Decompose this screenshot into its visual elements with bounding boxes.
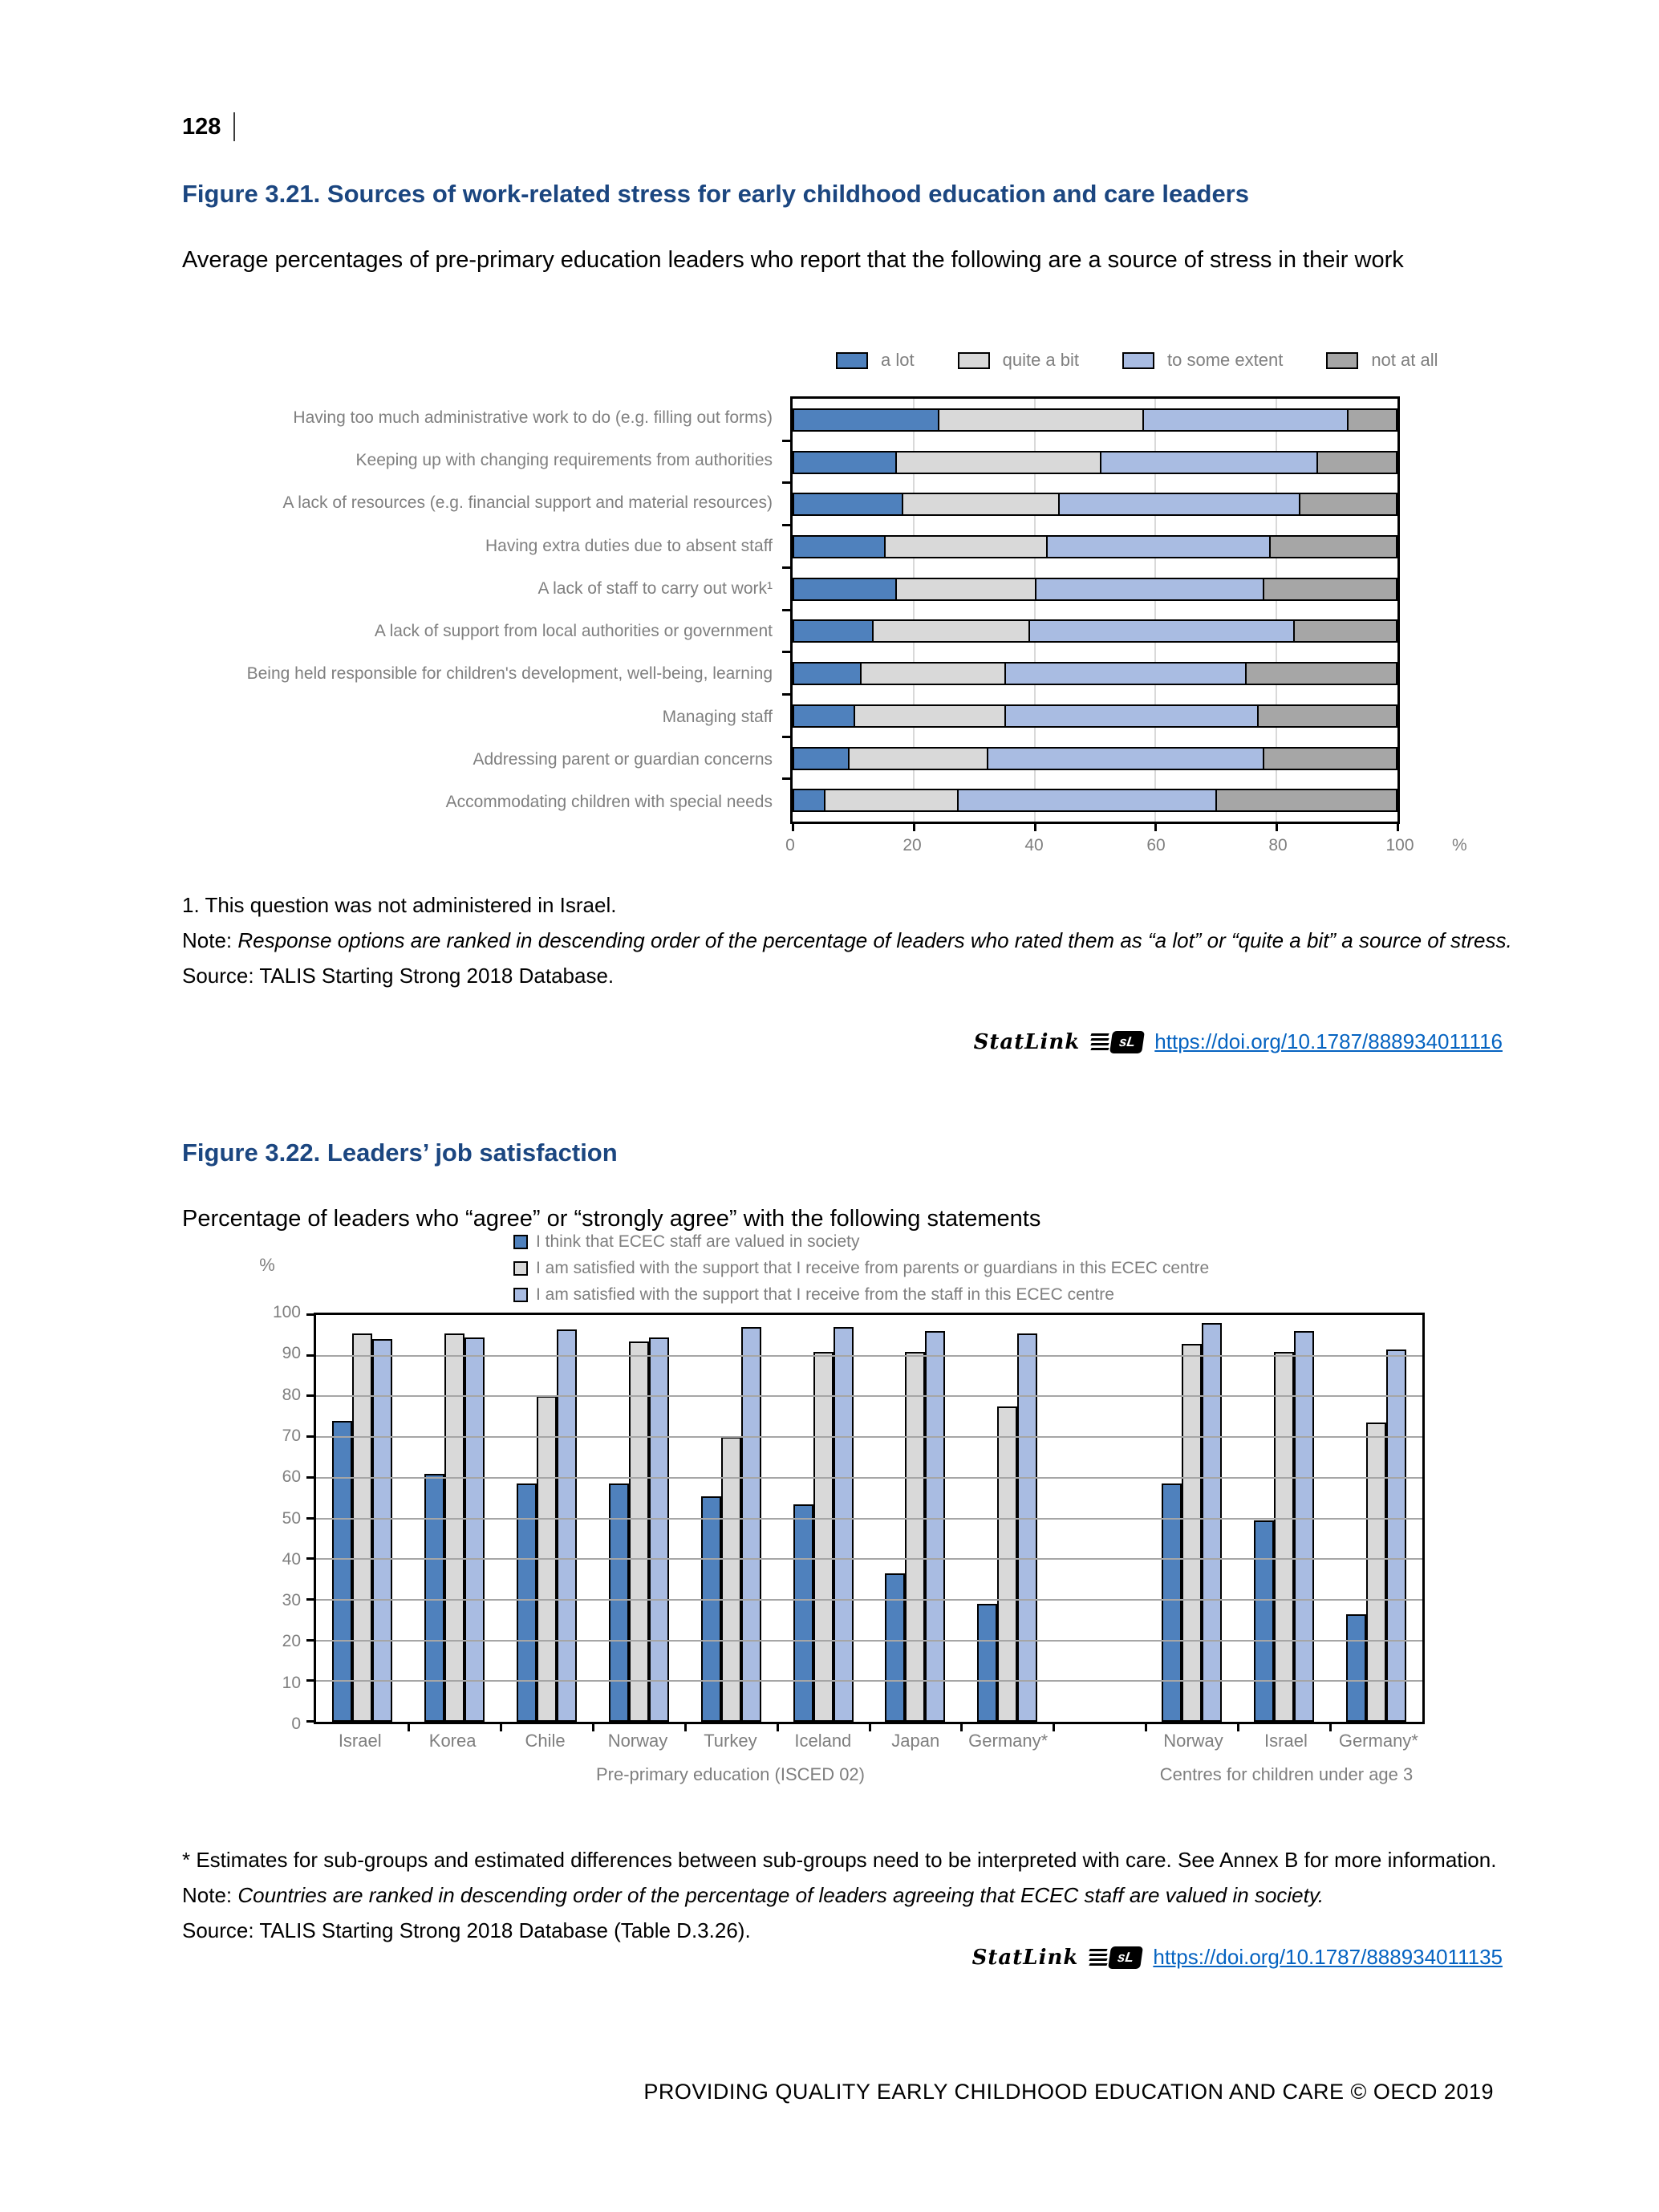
gridline bbox=[316, 1355, 1422, 1357]
bar-segment-not-at-all bbox=[1263, 578, 1397, 601]
legend-label: not at all bbox=[1371, 350, 1438, 370]
legend-entry bbox=[1122, 350, 1283, 371]
chart1-plot-area bbox=[790, 396, 1400, 824]
y-axis-tick bbox=[306, 1557, 314, 1560]
bar-segment-not-at-all bbox=[1269, 535, 1397, 558]
legend-swatch bbox=[836, 352, 868, 369]
note-prefix: Note: bbox=[182, 928, 233, 952]
chart1-category-label: Being held responsible for children's development, well-being, learning bbox=[246, 664, 773, 684]
legend-entry bbox=[836, 350, 915, 371]
stacked-bar bbox=[793, 662, 1397, 685]
bar bbox=[997, 1406, 1017, 1722]
chart1-category-label: A lack of staff to carry out work¹ bbox=[537, 578, 773, 598]
bar bbox=[793, 1504, 813, 1722]
bar bbox=[1162, 1483, 1182, 1722]
bar bbox=[444, 1333, 464, 1722]
bar-segment-a-lot bbox=[793, 535, 886, 558]
statlink-url-1[interactable]: https://doi.org/10.1787/888934011116 bbox=[1154, 1029, 1503, 1053]
chart1-category-label: Addressing parent or guardian concerns bbox=[473, 750, 773, 769]
bar-segment-a-lot bbox=[793, 747, 850, 770]
figure-322-title: Figure 3.22. Leaders’ job satisfaction bbox=[182, 1138, 618, 1167]
bar bbox=[834, 1327, 854, 1722]
legend-label: a lot bbox=[881, 350, 915, 370]
chart1-x-axis-unit: % bbox=[1452, 836, 1467, 854]
bar-segment-to-some-extent bbox=[1004, 662, 1247, 685]
bar-segment-quite-a-bit bbox=[884, 535, 1049, 558]
stacked-bar bbox=[793, 789, 1397, 812]
chart1-category-label: Having extra duties due to absent staff bbox=[485, 536, 773, 555]
statlink-sl-glyph: sL bbox=[1108, 1946, 1143, 1969]
legend-label: I am satisfied with the support that I receive from the staff in this ECEC centre bbox=[536, 1285, 1114, 1304]
bar bbox=[1346, 1614, 1366, 1722]
bar bbox=[1202, 1323, 1222, 1722]
legend-entry bbox=[1326, 350, 1438, 371]
x-axis-category-label: Norway bbox=[607, 1731, 668, 1751]
chart2-legend bbox=[513, 1232, 1209, 1305]
stacked-bar bbox=[793, 578, 1397, 601]
gridline bbox=[316, 1477, 1422, 1479]
bar-segment-a-lot bbox=[793, 578, 897, 601]
bar-segment-a-lot bbox=[793, 704, 855, 728]
x-axis-tick bbox=[1034, 823, 1036, 831]
bar bbox=[332, 1421, 352, 1722]
statlink-row-2 bbox=[972, 1945, 1503, 1970]
bar-segment-a-lot bbox=[793, 493, 903, 516]
legend-swatch bbox=[513, 1261, 528, 1276]
stacked-bar bbox=[793, 535, 1397, 558]
bar-segment-quite-a-bit bbox=[872, 619, 1030, 643]
page-number-divider bbox=[233, 112, 235, 141]
gridline bbox=[316, 1518, 1422, 1520]
y-axis-tick bbox=[306, 1354, 314, 1357]
page-number-value: 128 bbox=[182, 113, 221, 140]
x-axis-tick bbox=[1397, 823, 1399, 831]
bar bbox=[609, 1483, 629, 1722]
bar bbox=[629, 1341, 649, 1722]
bar-segment-quite-a-bit bbox=[895, 451, 1101, 474]
bar bbox=[352, 1333, 372, 1722]
note-text: Response options are ranked in descending order of the percentage of leaders who rated them as “a lot” or “quite a bit” a source of stress. bbox=[237, 928, 1512, 952]
bar-segment-a-lot bbox=[793, 789, 825, 812]
bar bbox=[741, 1327, 761, 1722]
chart1-category-label: A lack of resources (e.g. financial support and material resources) bbox=[282, 493, 773, 513]
statlink-label: StatLink bbox=[971, 1945, 1079, 1970]
bar bbox=[885, 1573, 905, 1722]
chart1-category-label: Having too much administrative work to do (e.g. filling out forms) bbox=[293, 408, 773, 427]
table-row bbox=[793, 483, 1397, 526]
table-row bbox=[793, 399, 1397, 441]
x-axis-category-label: Japan bbox=[891, 1731, 940, 1751]
legend-swatch bbox=[1326, 352, 1358, 369]
figure-322-subtitle: Percentage of leaders who “agree” or “strongly agree” with the following statements bbox=[182, 1206, 1041, 1232]
gridline bbox=[316, 1558, 1422, 1560]
chart2-plot-area bbox=[314, 1313, 1425, 1724]
figure-321-footnote: 1. This question was not administered in Israel. bbox=[182, 893, 617, 917]
stacked-bar bbox=[793, 408, 1397, 432]
legend-label: quite a bit bbox=[1002, 350, 1079, 370]
y-axis-tick bbox=[782, 440, 791, 442]
gridline bbox=[316, 1599, 1422, 1601]
bar-segment-quite-a-bit bbox=[938, 408, 1144, 432]
statlink-icon bbox=[1091, 1031, 1143, 1053]
y-axis-tick-label: 100 bbox=[272, 1303, 301, 1321]
gridline bbox=[316, 1395, 1422, 1397]
bar-segment-not-at-all bbox=[1293, 619, 1397, 643]
x-axis-tick-label: 60 bbox=[1146, 836, 1166, 854]
bar-segment-not-at-all bbox=[1316, 451, 1397, 474]
y-axis-tick bbox=[306, 1679, 314, 1682]
y-axis-tick bbox=[306, 1476, 314, 1479]
stress-sources-chart bbox=[182, 345, 1483, 879]
table-row bbox=[793, 652, 1397, 695]
bar-segment-not-at-all bbox=[1245, 662, 1397, 685]
y-axis-tick-label: 50 bbox=[282, 1508, 301, 1528]
bar-segment-to-some-extent bbox=[1142, 408, 1349, 432]
x-axis-category-label: Turkey bbox=[704, 1731, 757, 1751]
y-axis-tick-label: 80 bbox=[282, 1385, 301, 1404]
x-axis-tick-label: 80 bbox=[1268, 836, 1288, 854]
bar bbox=[424, 1474, 444, 1722]
y-axis-tick bbox=[782, 693, 791, 696]
figure-321-notes bbox=[182, 887, 1514, 993]
bar-segment-to-some-extent bbox=[1035, 578, 1265, 601]
bar-segment-to-some-extent bbox=[1004, 704, 1258, 728]
y-axis-tick-label: 10 bbox=[282, 1673, 301, 1692]
x-axis-tick bbox=[1276, 823, 1278, 831]
bar-segment-not-at-all bbox=[1215, 789, 1397, 812]
stacked-bar bbox=[793, 747, 1397, 770]
x-axis-category-label: Norway bbox=[1163, 1731, 1223, 1751]
legend-label: I think that ECEC staff are valued in society bbox=[536, 1232, 860, 1251]
y-axis-tick-label: 70 bbox=[282, 1426, 301, 1445]
figure-322-notes bbox=[182, 1842, 1514, 1948]
statlink-pages-glyph bbox=[1091, 1033, 1109, 1050]
legend-swatch bbox=[958, 352, 990, 369]
gridline bbox=[316, 1680, 1422, 1682]
bar-segment-quite-a-bit bbox=[860, 662, 1007, 685]
bar bbox=[1366, 1423, 1386, 1722]
table-row bbox=[793, 610, 1397, 652]
bar-segment-not-at-all bbox=[1263, 747, 1397, 770]
bar bbox=[1274, 1352, 1294, 1722]
chart1-category-label: Accommodating children with special needs bbox=[445, 793, 773, 812]
chart2-section-label-under3: Centres for children under age 3 bbox=[1159, 1764, 1414, 1784]
bar bbox=[1017, 1333, 1037, 1722]
note-text: Countries are ranked in descending order of the percentage of leaders agreeing that ECEC staff are valued in society. bbox=[237, 1883, 1324, 1907]
table-row bbox=[793, 526, 1397, 568]
bar bbox=[557, 1329, 577, 1722]
statlink-sl-glyph: sL bbox=[1109, 1031, 1145, 1053]
y-axis-tick-label: 60 bbox=[282, 1467, 301, 1487]
x-axis-tick-label: 100 bbox=[1385, 836, 1414, 854]
y-axis-tick-label: 40 bbox=[282, 1549, 301, 1569]
job-satisfaction-chart bbox=[182, 1220, 1483, 1797]
y-axis-tick bbox=[782, 481, 791, 484]
bar-segment-to-some-extent bbox=[987, 747, 1264, 770]
y-axis-tick-label: 30 bbox=[282, 1591, 301, 1610]
x-axis-tick-label: 20 bbox=[903, 836, 922, 854]
x-axis-label-spacer bbox=[1054, 1731, 1146, 1751]
y-axis-tick-label: 20 bbox=[282, 1632, 301, 1651]
y-axis-tick bbox=[306, 1435, 314, 1438]
y-axis-tick bbox=[306, 1639, 314, 1642]
bar-segment-quite-a-bit bbox=[848, 747, 988, 770]
legend-swatch bbox=[1122, 352, 1154, 369]
y-axis-tick bbox=[306, 1394, 314, 1397]
bar bbox=[1386, 1350, 1406, 1722]
bar bbox=[925, 1331, 945, 1722]
figure-321-source: Source: TALIS Starting Strong 2018 Database. bbox=[182, 964, 615, 988]
bar-segment-a-lot bbox=[793, 451, 897, 474]
figure-321-subtitle: Average percentages of pre-primary education leaders who report that the following are a source of stress in their work bbox=[182, 247, 1404, 273]
bar-segment-to-some-extent bbox=[1058, 493, 1300, 516]
legend-entry bbox=[513, 1259, 1209, 1278]
x-axis-tick-label: 0 bbox=[785, 836, 795, 854]
bar-segment-not-at-all bbox=[1257, 704, 1397, 728]
gridline bbox=[316, 1640, 1422, 1642]
bar-segment-not-at-all bbox=[1299, 493, 1397, 516]
stacked-bar bbox=[793, 619, 1397, 643]
legend-entry bbox=[513, 1232, 1209, 1252]
x-axis-category-label: Israel bbox=[338, 1731, 382, 1751]
figure-321-note bbox=[182, 923, 1514, 958]
bar-segment-quite-a-bit bbox=[902, 493, 1060, 516]
note-prefix: Note: bbox=[182, 1883, 233, 1907]
table-row bbox=[793, 779, 1397, 822]
x-axis-category-label: Korea bbox=[428, 1731, 477, 1751]
y-axis-tick bbox=[782, 736, 791, 738]
bar-segment-a-lot bbox=[793, 408, 939, 432]
bar bbox=[721, 1437, 741, 1722]
x-axis-tick bbox=[792, 823, 794, 831]
legend-entry bbox=[513, 1285, 1209, 1305]
bar bbox=[517, 1483, 537, 1722]
x-axis-category-label: Iceland bbox=[794, 1731, 852, 1751]
bar bbox=[1182, 1344, 1202, 1723]
figure-322-note bbox=[182, 1877, 1514, 1913]
x-axis-category-label: Germany* bbox=[1338, 1731, 1418, 1751]
chart1-x-axis-labels bbox=[785, 836, 1414, 860]
y-axis-tick bbox=[306, 1313, 314, 1316]
stacked-bar bbox=[793, 451, 1397, 474]
bar bbox=[701, 1496, 721, 1722]
stacked-bar bbox=[793, 493, 1397, 516]
bar bbox=[813, 1352, 834, 1722]
stacked-bar bbox=[793, 704, 1397, 728]
y-axis-tick-label: 90 bbox=[282, 1344, 301, 1363]
y-axis-tick-label: 0 bbox=[291, 1715, 301, 1733]
bar-segment-quite-a-bit bbox=[854, 704, 1006, 728]
page-number bbox=[182, 112, 235, 141]
statlink-pages-glyph bbox=[1089, 1949, 1107, 1966]
bar-segment-to-some-extent bbox=[1028, 619, 1294, 643]
legend-label: to some extent bbox=[1167, 350, 1284, 370]
gridline bbox=[316, 1436, 1422, 1438]
y-axis-tick bbox=[782, 777, 791, 780]
chart1-category-label: Keeping up with changing requirements from authorities bbox=[355, 450, 773, 469]
bar-segment-a-lot bbox=[793, 662, 862, 685]
chart1-legend bbox=[836, 350, 1438, 371]
figure-322-footnote: * Estimates for sub-groups and estimated differences between sub-groups need to be interpreted with care. See Annex B for more information. bbox=[182, 1848, 1497, 1872]
bar bbox=[905, 1352, 925, 1722]
x-axis-category-label: Germany* bbox=[968, 1731, 1049, 1751]
x-axis-category-label: Chile bbox=[525, 1731, 566, 1751]
statlink-icon bbox=[1089, 1946, 1142, 1969]
y-axis-tick bbox=[306, 1517, 314, 1520]
chart1-category-label: Managing staff bbox=[662, 707, 773, 726]
bar-segment-not-at-all bbox=[1347, 408, 1398, 432]
chart1-category-label: A lack of support from local authorities or government bbox=[374, 622, 773, 641]
legend-label: I am satisfied with the support that I receive from parents or guardians in this ECEC centre bbox=[536, 1259, 1210, 1277]
figure-321-title: Figure 3.21. Sources of work-related stress for early childhood education and care leaders bbox=[182, 180, 1249, 208]
table-row bbox=[793, 568, 1397, 611]
x-axis-tick bbox=[1154, 823, 1157, 831]
bar-segment-to-some-extent bbox=[1046, 535, 1270, 558]
bar-segment-quite-a-bit bbox=[895, 578, 1036, 601]
y-axis-tick bbox=[306, 1598, 314, 1601]
x-axis-category-label: Israel bbox=[1264, 1731, 1308, 1751]
table-row bbox=[793, 441, 1397, 484]
y-axis-tick bbox=[782, 566, 791, 569]
bar-segment-a-lot bbox=[793, 619, 874, 643]
chart1-category-labels bbox=[182, 396, 782, 824]
table-row bbox=[793, 695, 1397, 737]
y-axis-tick bbox=[782, 609, 791, 611]
y-axis-tick bbox=[782, 651, 791, 653]
y-axis-tick bbox=[782, 524, 791, 526]
bar bbox=[1254, 1520, 1274, 1722]
legend-swatch bbox=[513, 1288, 528, 1302]
chart2-y-axis-unit: % bbox=[259, 1255, 275, 1275]
table-row bbox=[793, 737, 1397, 780]
bar-segment-to-some-extent bbox=[957, 789, 1217, 812]
bar-segment-to-some-extent bbox=[1100, 451, 1318, 474]
legend-entry bbox=[958, 350, 1079, 371]
bar bbox=[977, 1604, 997, 1722]
statlink-url-2[interactable]: https://doi.org/10.1787/888934011135 bbox=[1153, 1945, 1503, 1969]
x-axis-tick bbox=[913, 823, 915, 831]
statlink-row-1 bbox=[974, 1029, 1503, 1054]
chart2-x-axis-labels bbox=[314, 1731, 1425, 1751]
statlink-label: StatLink bbox=[973, 1029, 1081, 1054]
bar bbox=[1294, 1331, 1314, 1722]
chart2-y-axis-labels bbox=[227, 1303, 307, 1733]
x-axis-tick-label: 40 bbox=[1024, 836, 1044, 854]
legend-swatch bbox=[513, 1235, 528, 1249]
chart2-section-label-isced02: Pre-primary education (ISCED 02) bbox=[595, 1764, 865, 1784]
page-footer: PROVIDING QUALITY EARLY CHILDHOOD EDUCATION AND CARE © OECD 2019 bbox=[643, 2080, 1494, 2104]
figure-322-source: Source: TALIS Starting Strong 2018 Database (Table D.3.26). bbox=[182, 1918, 751, 1942]
y-axis-tick bbox=[306, 1720, 314, 1723]
bar-segment-quite-a-bit bbox=[824, 789, 959, 812]
